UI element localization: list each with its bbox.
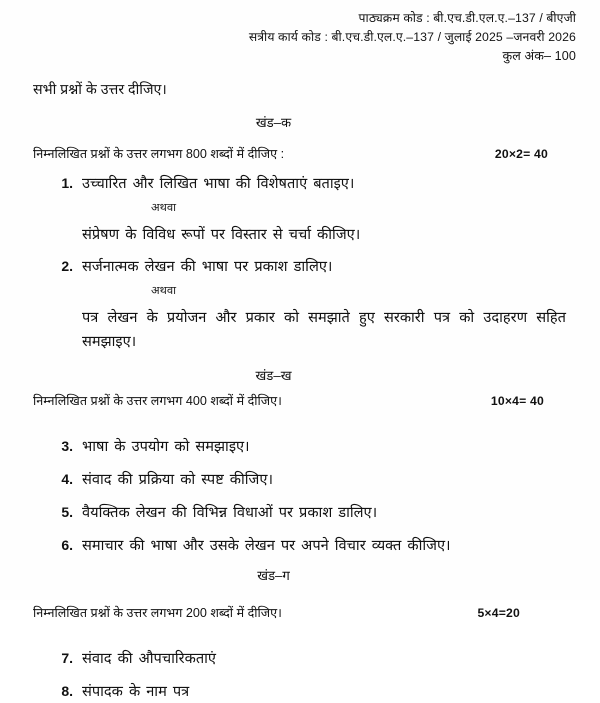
question-text: संवाद की प्रक्रिया को स्पष्ट कीजिए।: [82, 472, 273, 488]
section-c-instruction: निम्नलिखित प्रश्नों के उत्तर लगभग 200 शब्दों में दीजिए।: [33, 606, 282, 620]
question-item: [33, 436, 570, 458]
question-number: 2.: [61, 258, 73, 274]
question-number: 3.: [61, 438, 73, 454]
section-heading-a: खंड–क: [255, 115, 292, 130]
section-a-instruction: निम्नलिखित प्रश्नों के उत्तर लगभग 800 शब्दों में दीजिए :: [33, 147, 285, 161]
question-number: 5.: [61, 504, 73, 520]
question-number: 6.: [61, 537, 73, 553]
question-text: उच्चारित और लिखित भाषा की विशेषताएं बताइए।: [82, 176, 355, 192]
section-a-marks: 20×2= 40: [494, 147, 548, 161]
question-item: [33, 535, 570, 557]
question-item: [33, 469, 570, 491]
section-a-instruction-row: [33, 145, 570, 164]
section-b-marks: 10×4= 40: [490, 394, 544, 408]
document-body: [0, 80, 600, 703]
or-label: अथवा: [151, 285, 177, 297]
total-marks-line: कुल अंक– 100: [502, 49, 576, 63]
question-text: वैयक्तिक लेखन की विभिन्न विधाओं पर प्रकाश डालिए।: [82, 505, 378, 521]
section-heading-b: खंड–ख: [255, 368, 292, 383]
question-item: [33, 502, 570, 524]
section-c-marks: 5×4=20: [477, 606, 520, 620]
question-number: 8.: [61, 683, 73, 699]
question-number: 7.: [61, 650, 73, 666]
question-item: [33, 173, 570, 195]
spacer: [33, 623, 570, 637]
question-alternative-text: पत्र लेखन के प्रयोजन और प्रकार को समझाते हुए सरकारी पत्र को उदाहरण सहित समझाइए।: [82, 310, 566, 350]
spacer: [33, 411, 570, 425]
section-c-instruction-row: [33, 604, 570, 623]
question-item: [33, 256, 570, 278]
or-label: अथवा: [151, 202, 177, 214]
question-text: भाषा के उपयोग को समझाइए।: [82, 439, 250, 455]
course-code-line: पाठ्यक्रम कोड : बी.एच.डी.एल.ए.–137 / बीएजी: [358, 11, 576, 25]
question-text: संपादक के नाम पत्र: [82, 684, 190, 700]
question-alternative-text: संप्रेषण के विविध रूपों पर विस्तार से चर्चा कीजिए।: [82, 227, 361, 243]
question-number: 4.: [61, 471, 73, 487]
assignment-code-line: सत्रीय कार्य कोड : बी.एच.डी.एल.ए.–137 / जुलाई 2025 –जनवरी 2026: [248, 30, 576, 44]
question-item: [33, 681, 570, 703]
section-heading-c: खंड–ग: [257, 568, 290, 583]
question-number: 1.: [61, 175, 73, 191]
question-text: सर्जनात्मक लेखन की भाषा पर प्रकाश डालिए।: [82, 259, 333, 275]
section-b-instruction-row: [33, 392, 570, 411]
question-item: [33, 648, 570, 670]
question-text: समाचार की भाषा और उसके लेखन पर अपने विचार व्यक्त कीजिए।: [82, 538, 451, 554]
question-text: संवाद की औपचारिकताएं: [82, 651, 216, 667]
document-header: [0, 0, 600, 66]
section-b-instruction: निम्नलिखित प्रश्नों के उत्तर लगभग 400 शब्दों में दीजिए।: [33, 394, 282, 408]
answer-all-instruction: सभी प्रश्नों के उत्तर दीजिए।: [33, 82, 167, 98]
